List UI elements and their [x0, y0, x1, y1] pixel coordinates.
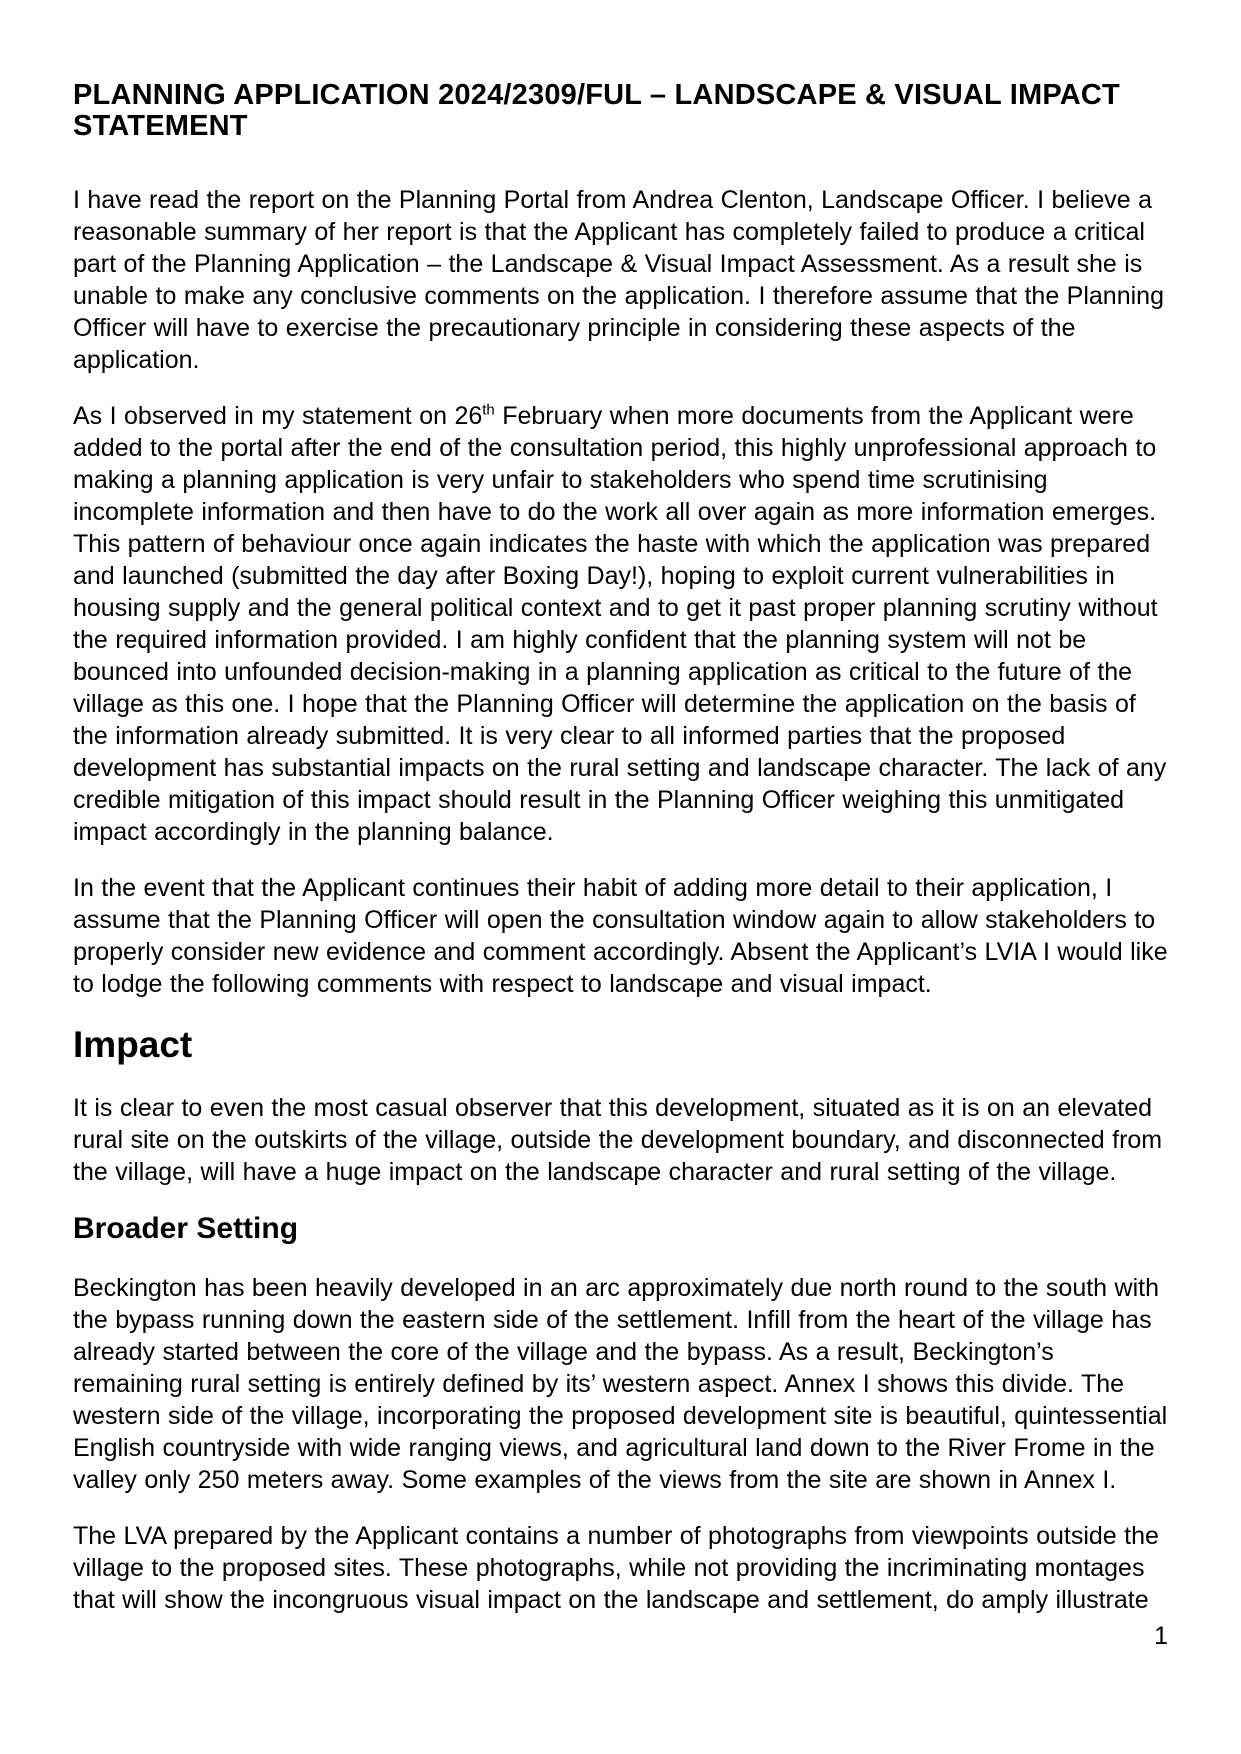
- paragraph-intro-2-text: As I observed in my statement on 26: [73, 402, 483, 430]
- paragraph-intro-3: In the event that the Applicant continues their habit of adding more detail to their application, I assume that the Planning Officer will open the consultation window again to allow stakeholders to properly consider new evidence and comment accordingly. Absent the Applicant’s LVIA I would like to lodge the following comments with respect to landscape and visual impact.: [73, 874, 1168, 998]
- ordinal-superscript: th: [482, 401, 495, 419]
- paragraph-intro-1: I have read the report on the Planning Portal from Andrea Clenton, Landscape Officer. I believe a reasonable summary of her report is that the Applicant has completely failed to produce a critical part of the Planning Application – the Landscape & Visual Impact Assessment. As a result she is unable to make any conclusive comments on the application. I therefore assume that the Planning Officer will have to exercise the precautionary principle in considering these aspects of the application.: [73, 186, 1164, 374]
- broader-setting-heading: Broader Setting: [73, 1212, 299, 1245]
- impact-heading: Impact: [73, 1024, 193, 1065]
- page-number: 1: [1154, 1622, 1168, 1650]
- document-content: [73, 80, 1169, 1640]
- broader-setting-paragraph-1: Beckington has been heavily developed in an arc approximately due north round to the south with the bypass running down the eastern side of the settlement. Infill from the heart of the village has already started between the core of the village and the bypass. As a result, Beckington’s remaining rural setting is entirely defined by its’ western aspect. Annex I shows this divide. The western side of the village, incorporating the proposed development site is beautiful, quintessential English countryside with wide ranging views, and agricultural land down to the River Frome in the valley only 250 meters away. Some examples of the views from the site are shown in Annex I.: [73, 1274, 1168, 1494]
- paragraph-intro-2: [73, 400, 1169, 848]
- broader-setting-paragraph-2: The LVA prepared by the Applicant contains a number of photographs from viewpoints outside the village to the proposed sites. These photographs, while not providing the incriminating montages that will show the incongruous visual impact on the landscape and settlement, do amply illustrate: [73, 1522, 1159, 1614]
- impact-paragraph-1: It is clear to even the most casual observer that this development, situated as it is on an elevated rural site on the outskirts of the village, outside the development boundary, and disconnected from the village, will have a huge impact on the landscape character and rural setting of the village.: [73, 1094, 1163, 1186]
- paragraph-intro-2-text-continued: February when more documents from the Applicant were added to the portal after the end of the consultation period, this highly unprofessional approach to making a planning application is very unfair to stakeholders who spend time scrutinising incomplete information and then have to do the work all over again as more information emerges. This pattern of behaviour once again indicates the haste with which the application was prepared and launched (submitted the day after Boxing Day!), hoping to exploit current vulnerabilities in housing supply and the general political context and to get it past proper planning scrutiny without the required information provided. I am highly confident that the planning system will not be bounced into unfounded decision-making in a planning application as critical to the future of the village as this one. I hope that the Planning Officer will determine the application on the basis of the information already submitted. It is very clear to all informed parties that the proposed development has substantial impacts on the rural setting and landscape character. The lack of any credible mitigation of this impact should result in the Planning Officer weighing this unmitigated impact accordingly in the planning balance.: [73, 402, 1167, 846]
- document-title: PLANNING APPLICATION 2024/2309/FUL – LANDSCAPE & VISUAL IMPACT STATEMENT: [73, 79, 1120, 142]
